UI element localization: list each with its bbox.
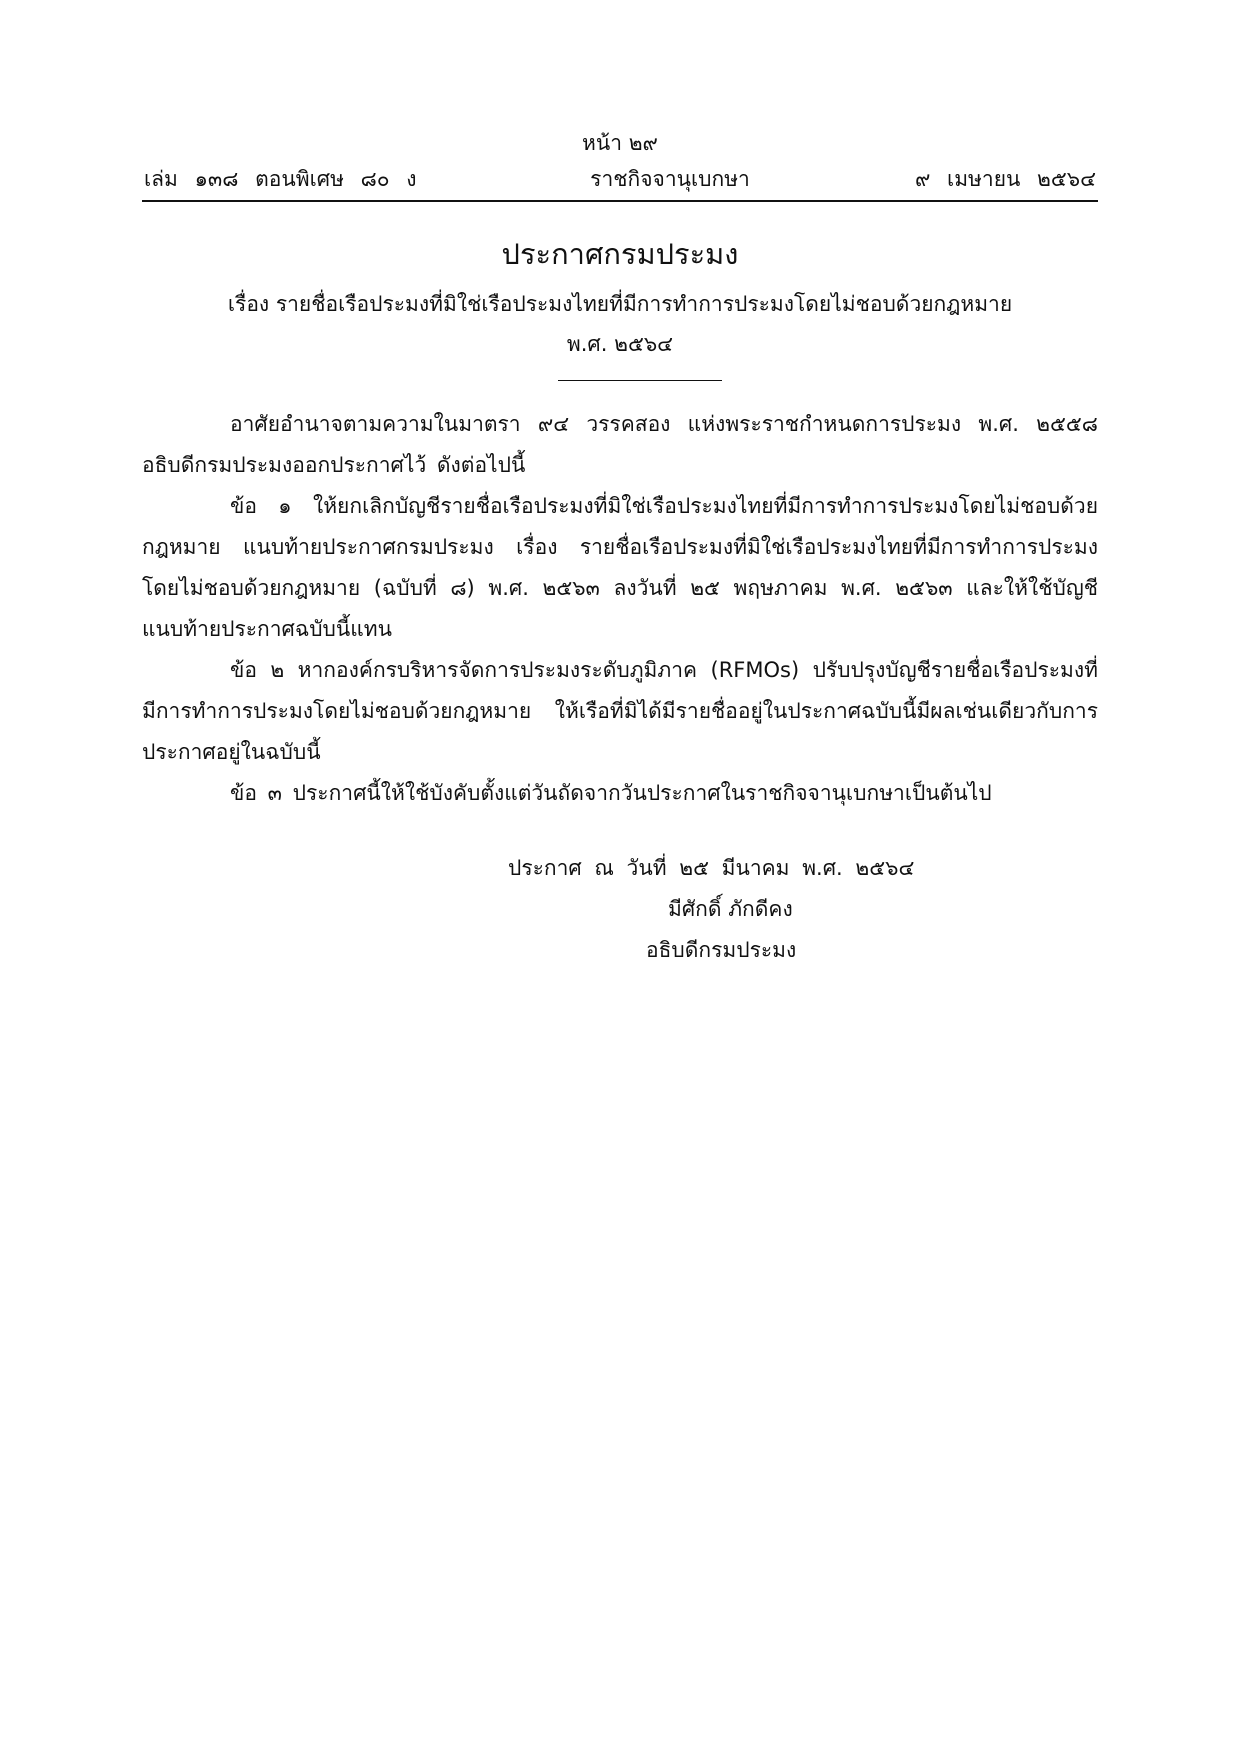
title-divider [558,380,722,381]
document-subject: เรื่อง รายชื่อเรือประมงที่มิใช่เรือประมงไทยที่มีการทำการประมงโดยไม่ชอบด้วยกฎหมาย [227,292,1013,316]
announcement-date: ประกาศ ณ วันที่ ๒๕ มีนาคม พ.ศ. ๒๕๖๔ [508,856,915,880]
publication-name: ราชกิจจานุเบกษา [590,167,750,191]
document-year: พ.ศ. ๒๕๖๔ [566,332,674,356]
signatory-name: มีศักดิ์ ภักดีคง [668,897,793,921]
page-number: หน้า ๒๙ [582,131,658,155]
paragraph-clause-3: ข้อ ๓ ประกาศนี้ให้ใช้บังคับตั้งแต่วันถัดจากวันประกาศในราชกิจจานุเบกษาเป็นต้นไป [230,781,992,805]
volume-issue: เล่ม ๑๓๘ ตอนพิเศษ ๘๐ ง [144,167,417,191]
signatory-position: อธิบดีกรมประมง [646,938,797,962]
document-title: ประกาศกรมประมง [501,237,739,271]
publication-date: ๙ เมษายน ๒๕๖๔ [914,167,1096,191]
paragraph-preamble: อาศัยอำนาจตามความในมาตรา ๙๔ วรรคสอง แห่งพระราชกำหนดการประมง พ.ศ. ๒๕๕๘ อธิบดีกรมประมงออกประกาศไว้ ดังต่อไปนี้ [142,412,1098,477]
header-divider [142,200,1098,202]
document-body [142,404,1098,814]
paragraph-clause-1: ข้อ ๑ ให้ยกเลิกบัญชีรายชื่อเรือประมงที่มิใช่เรือประมงไทยที่มีการทำการประมงโดยไม่ชอบด้วยกฎหมาย แนบท้ายประกาศกรมประมง เรื่อง รายชื่อเรือประมงที่มิใช่เรือประมงไทยที่มีการทำการประมงโดยไม่ชอบด้วยกฎหมาย (ฉบับที่ ๘) พ.ศ. ๒๕๖๓ ลงวันที่ ๒๕ พฤษภาคม พ.ศ. ๒๕๖๓ และให้ใช้บัญชีแนบท้ายประกาศฉบับนี้แทน [142,494,1098,641]
signature-block [400,848,960,971]
paragraph-clause-2: ข้อ ๒ หากองค์กรบริหารจัดการประมงระดับภูมิภาค (RFMOs) ปรับปรุงบัญชีรายชื่อเรือประมงที่มีการทำการประมงโดยไม่ชอบด้วยกฎหมาย ให้เรือที่มิได้มีรายชื่ออยู่ในประกาศฉบับนี้มีผลเช่นเดียวกับการประกาศอยู่ในฉบับนี้ [142,658,1098,764]
gazette-header [142,164,1098,194]
